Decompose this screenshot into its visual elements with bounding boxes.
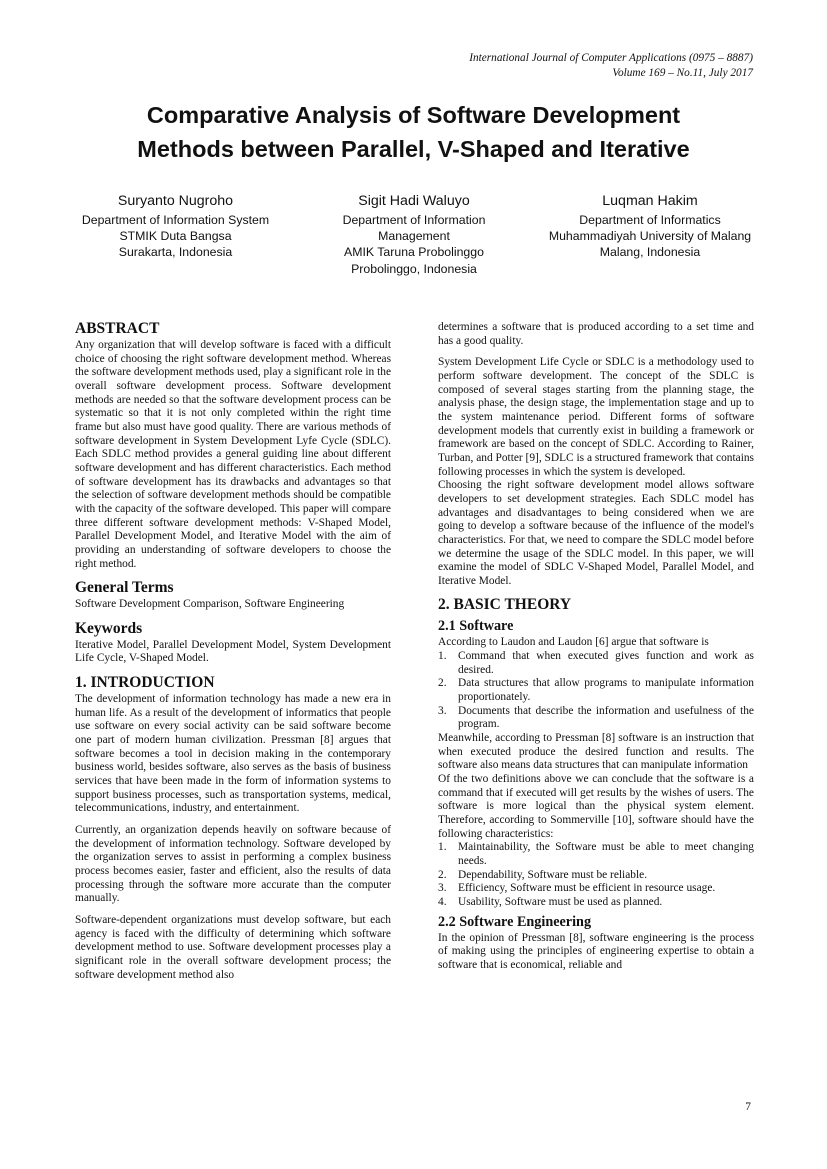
intro-paragraph-3-cont: determines a software that is produced according to a set time and has a good quality. — [438, 321, 754, 347]
list-number: 1. — [438, 650, 447, 663]
list-number: 4. — [438, 895, 447, 908]
abstract-text: Any organization that will develop software is faced with a difficult choice of choosing the right software development method. Whereas the software development methods used, play a significant role in the overall software development process. Software development methods are needed so that the software development process can be systematic so that it is not only completed within the right time frame but also must have good quality. There are various methods of software development in System Development Lyfe Cycle (SDLC). Each SDLC method provides a general guiding line about different software development and has different characteristics. Each method of software development has its drawbacks and advantages so that the selection of software development methods should be compatible with the capacity of the software developed. This paper will compare three different software development methods: V-Shaped Model, Parallel Development Model, and Iterative Model with the aim of providing an understanding of software developers to choose the right method. — [75, 339, 392, 570]
list-item — [438, 882, 754, 896]
intro-paragraph-4: System Development Life Cycle or SDLC is a methodology used to perform software development. The concept of the SDLC is composed of several stages starting from the planning stage, the analysis phase, the design stage, the implementation stage and up to the system maintenance period. Different forms of software development models that currently exist in building a framework or framework are based on the concept of SDLC. According to Rainer, Turban, and Potter [9], SDLC is a structured framework that contains following processes in which the system is developed. — [438, 356, 754, 478]
software-paragraph-2: Meanwhile, according to Pressman [8] software is an instruction that when executed produce the desired function and results. The software also means data structures that can manipulate information — [438, 732, 754, 772]
software-definition-list — [438, 650, 754, 732]
title-line-1: Comparative Analysis of Software Development — [146, 102, 681, 128]
list-item — [438, 705, 754, 732]
intro-paragraph-5: Choosing the right software development model allows software developers to set development strategies. Each SDLC model has advantages and disadvantages to being considered when we are going to develop a software because of the influence of the model's characteristics. For that, we need to compare the SDLC model before we determine the usage of the SDLC model. In this paper, we will examine the model of SDLC V-Shaped Model, Parallel Model, and Iterative Model. — [438, 479, 754, 587]
list-item — [438, 869, 754, 883]
list-text: Efficiency, Software must be efficient in resource usage. — [458, 882, 716, 895]
list-text: Maintainability, the Software must be able to meet changing needs. — [458, 841, 754, 867]
author-place: Probolinggo, Indonesia — [351, 261, 477, 276]
list-item — [438, 896, 754, 910]
author-3 — [545, 192, 755, 277]
author-inst: AMIK Taruna Probolinggo — [344, 245, 484, 260]
keywords-text: Iterative Model, Parallel Development Model, System Development Life Cycle, V-Shaped Model. — [75, 638, 391, 665]
journal-header — [469, 51, 753, 81]
author-name: Luqman Hakim — [602, 193, 698, 209]
list-text: Dependability, Software must be reliable. — [458, 868, 648, 881]
list-number: 3. — [438, 704, 447, 717]
list-number: 2. — [438, 677, 447, 690]
author-name: Sigit Hadi Waluyo — [358, 193, 470, 209]
abstract-heading: ABSTRACT — [75, 320, 160, 337]
software-characteristics-list — [438, 841, 754, 909]
list-item — [438, 677, 754, 704]
author-inst: STMIK Duta Bangsa — [119, 229, 232, 244]
intro-paragraph-3: Software-dependent organizations must develop software, but each agency is faced with the difficulty of determining which software development method to use. Software development processes play a significant role in the overall software development process; the software development method also — [75, 913, 391, 981]
basic-theory-heading: 2. BASIC THEORY — [438, 596, 572, 614]
author-2 — [325, 192, 503, 277]
journal-volume: Volume 169 – No.11, July 2017 — [612, 67, 753, 79]
right-column — [438, 321, 754, 973]
intro-paragraph-1: The development of information technology has made a new era in human life. As a result of the development of informatics that people use software on every social activity can be said software become one part of modern human civilization. Pressman [8] argues that software becomes a tool in decision making in the contemporary business world, besides software, also serves as the basis of business services that have been made in the form of information systems to support business processes, such as transportation systems, medical, telecommunications, industry, and entertainment. — [75, 693, 391, 815]
author-dept: Department of Information System — [81, 213, 270, 227]
author-place: Surakarta, Indonesia — [118, 245, 233, 260]
list-item — [438, 650, 754, 677]
page-number: 7 — [745, 1101, 751, 1113]
introduction-heading: 1. INTRODUCTION — [75, 674, 215, 692]
software-engineering-heading: 2.2 Software Engineering — [438, 913, 592, 930]
general-terms-heading: General Terms — [75, 579, 174, 597]
author-name: Suryanto Nugroho — [117, 193, 234, 209]
list-text: Usability, Software must be used as planned. — [458, 895, 663, 908]
list-number: 2. — [438, 868, 447, 881]
list-text: Data structures that allow programs to manipulate information proportionately. — [458, 677, 754, 704]
general-terms-text: Software Development Comparison, Software Engineering — [75, 598, 345, 611]
keywords-heading: Keywords — [75, 619, 143, 637]
author-place: Malang, Indonesia — [599, 245, 701, 260]
list-number: 3. — [438, 882, 447, 895]
author-1 — [68, 192, 283, 277]
list-text: Command that when executed gives function and work as desired. — [458, 650, 754, 676]
author-dept: Department of Informatics — [579, 213, 721, 227]
list-number: 1. — [438, 841, 447, 854]
list-item — [438, 841, 754, 868]
journal-name: International Journal of Computer Applications (0975 – 8887) — [469, 52, 753, 64]
paper-title — [60, 98, 767, 166]
software-heading: 2.1 Software — [438, 618, 514, 635]
left-column — [75, 320, 391, 982]
author-dept: Department of Information Management — [342, 213, 486, 244]
software-engineering-paragraph: In the opinion of Pressman [8], software engineering is the process of making using the principles of engineering expertise to obtain a software that is economical, reliable and — [438, 931, 754, 971]
list-text: Documents that describe the information and usefulness of the program. — [458, 704, 754, 731]
author-inst: Muhammadiyah University of Malang — [548, 229, 752, 244]
software-paragraph-3: Of the two definitions above we can conclude that the software is a command that if executed will get results by the wishes of users. The software is more logical than the physical system element. Therefore, according to Sommerville [10], software should have the following characteristics: — [438, 773, 754, 840]
software-intro: According to Laudon and Laudon [6] argue that software is — [438, 636, 709, 649]
intro-paragraph-2: Currently, an organization depends heavily on software because of the development of information technology. Software developed by the organization serves to assist in performing a complex business process becomes easier, faster and efficient, also the results of data processing through the software more accurate than the computer manually. — [75, 824, 391, 905]
author-block — [60, 192, 767, 277]
title-line-2: Methods between Parallel, V-Shaped and Iterative — [137, 136, 690, 162]
